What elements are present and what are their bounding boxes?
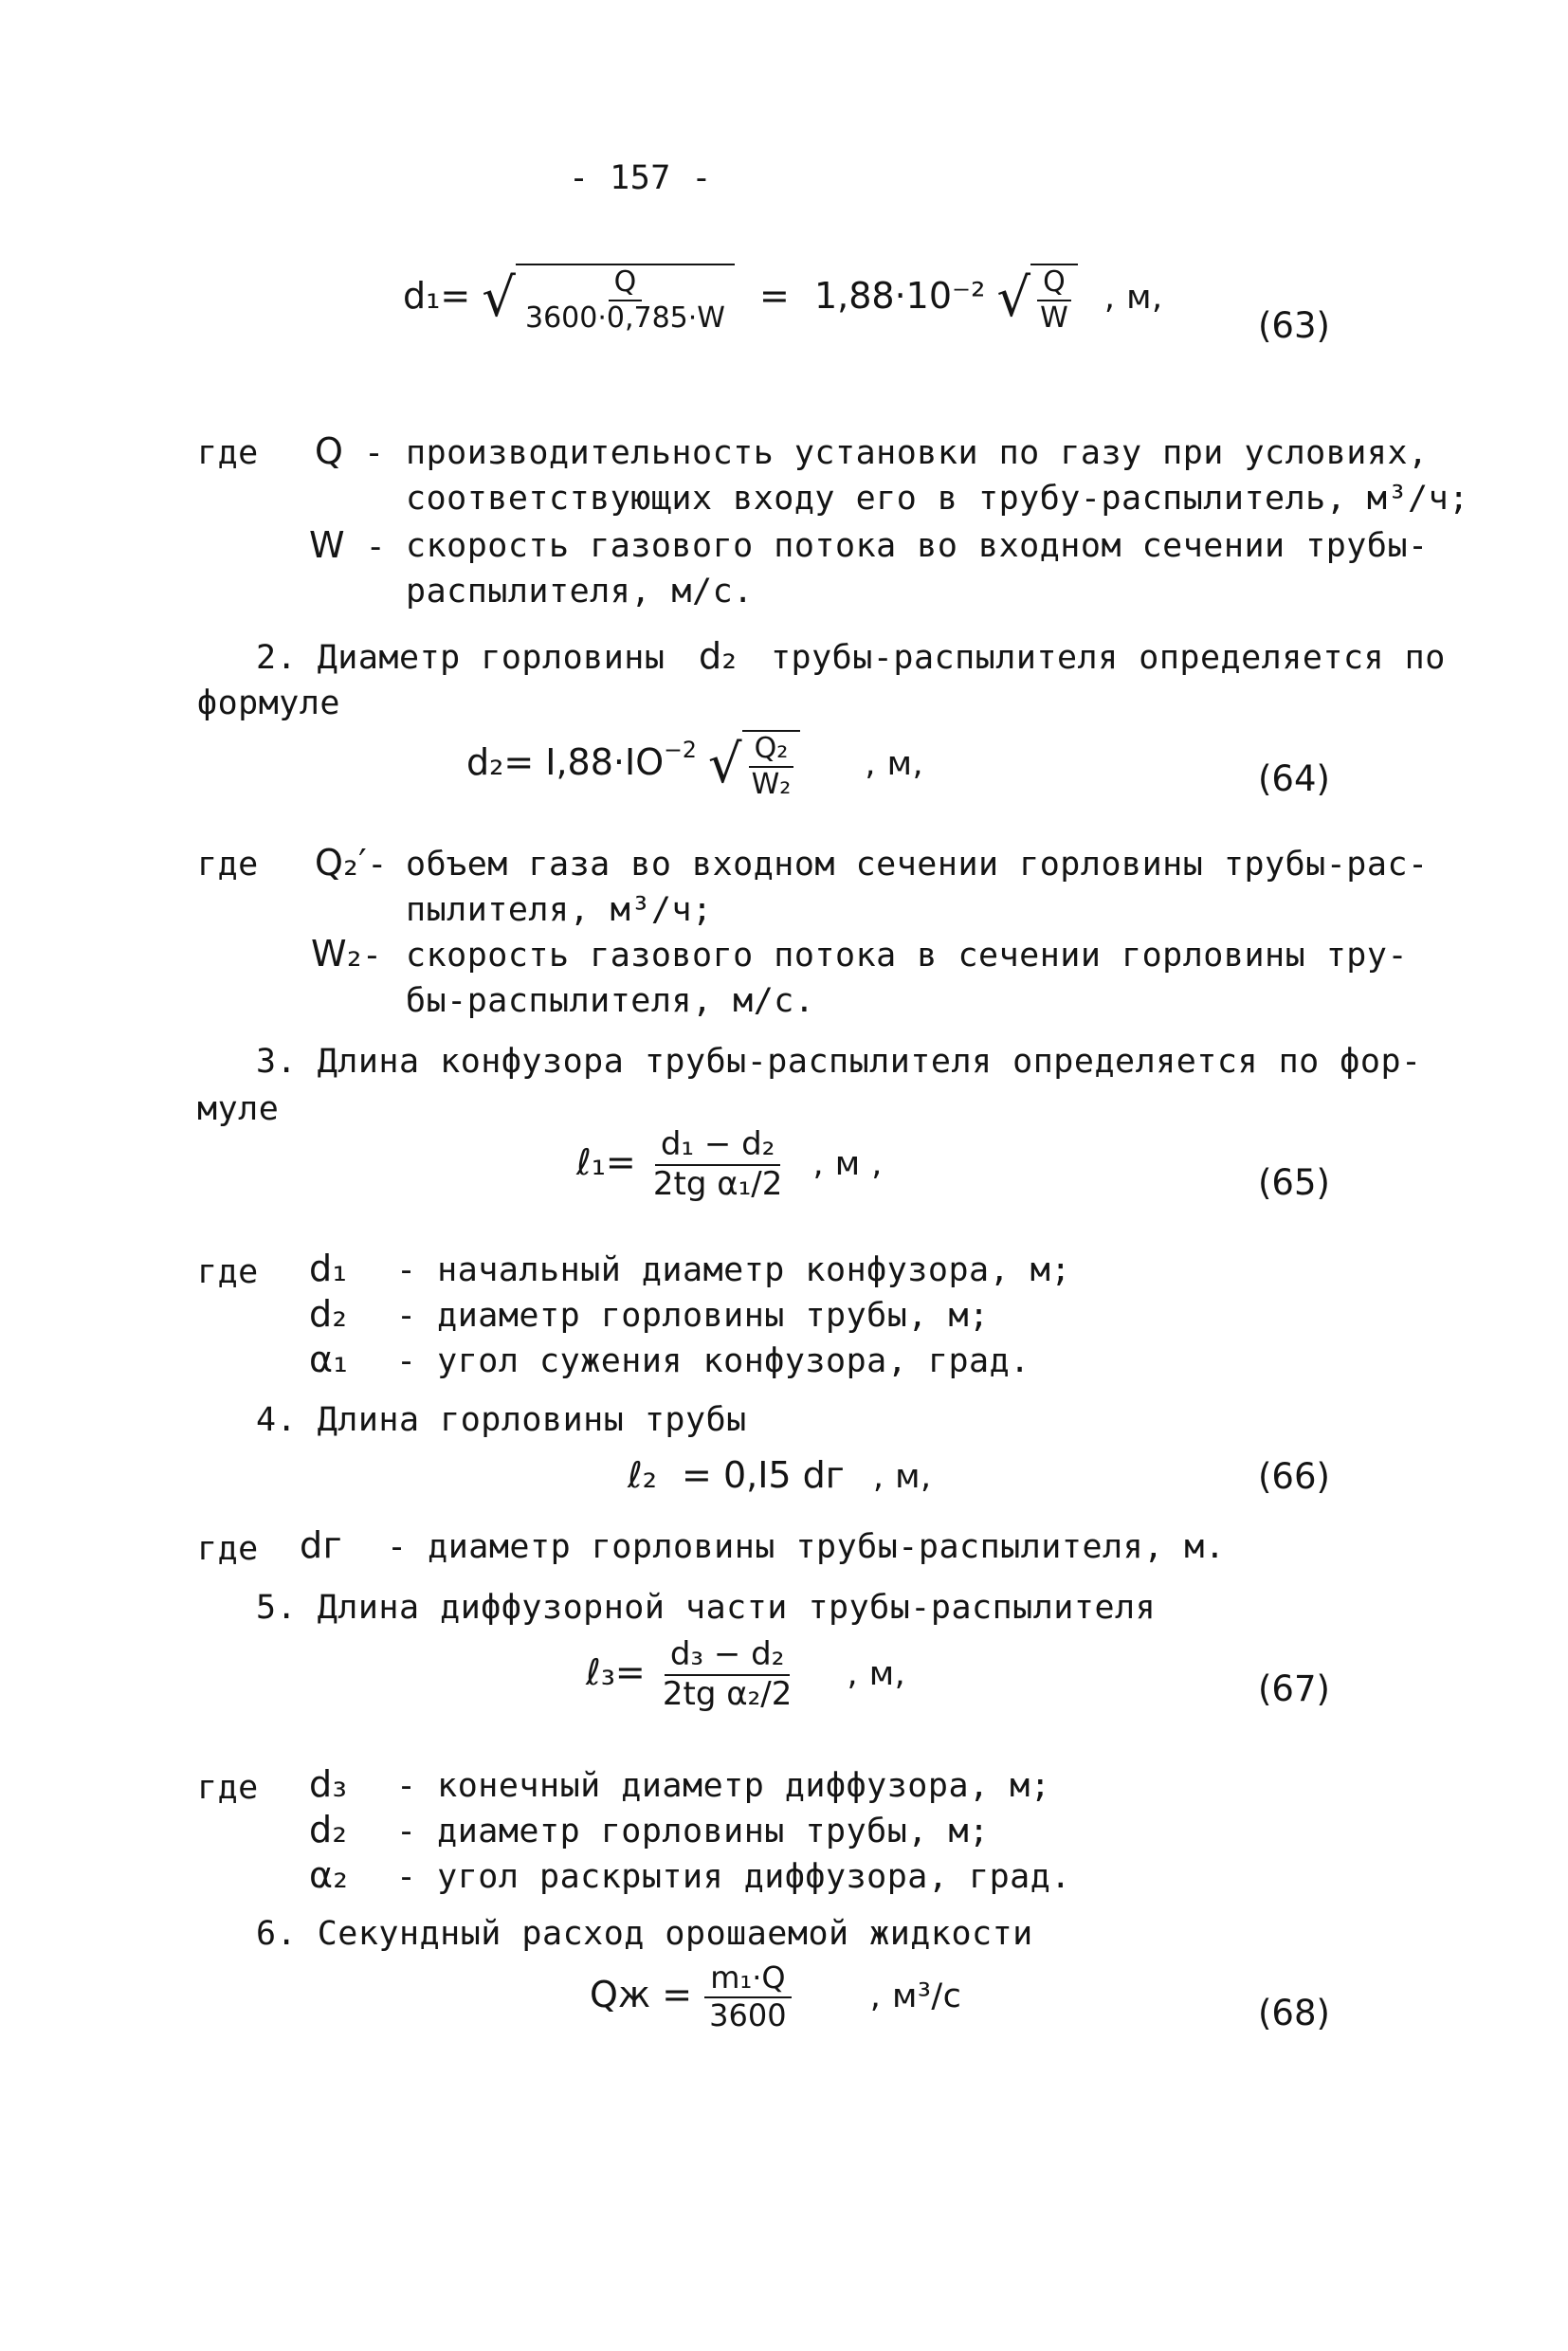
def-text: соответствующих входу его в трубу-распылитель, м³/ч; [406,480,1469,518]
paragraph-2-cont: формуле [197,684,341,722]
where-label: где [197,1769,259,1807]
def-text: распылителя, м/с. [406,573,754,611]
formula-64-denominator: W₂ [751,767,792,801]
def-row: dг - диаметр горловины трубы-распылителя, м. [300,1524,1226,1566]
def-text: бы-распылителя, м/с. [406,982,815,1020]
def-text: производительность установки по газу при условиях, [406,434,1429,472]
formula-63-denominator: 3600·0,785·W [524,301,725,335]
formula-63: d₁= √ $\frac{Q}{3600\cdot 0,785\cdot W}$ = 1,88·10⁻² √ $\frac{Q}{W}$ , м, [403,265,1163,335]
formula-64-exponent: −2 [664,737,697,764]
formula-65-number: (65) [1258,1162,1330,1203]
def-text: скорость газового потока в сечении горловины тру- [406,937,1409,975]
formula-68-unit: , м³/c [869,1977,962,2016]
formula-64-number: (64) [1258,758,1330,799]
formula-68-denominator: 3600 [709,1996,787,2033]
def-text: объем газа во входном сечении горловины трубы-рас- [406,846,1429,884]
where-label: где [197,846,259,884]
formula-64-unit: , м, [865,745,924,783]
formula-67 [586,1635,906,1713]
def-text: пылителя, м³/ч; [406,891,713,929]
formula-63-numerator-2: Q [1037,267,1071,301]
paragraph-2-symbol: d₂ [699,635,738,677]
where-label: где [197,1530,259,1568]
formula-64-lhs: d₂= I,88·IO [466,741,665,783]
formula-63-lhs: d₁= [403,275,471,317]
def-row: d₁ - начальный диаметр конфузора, м; [309,1248,1071,1289]
formula-67-number: (67) [1258,1668,1330,1709]
formula-63-numerator: Q [609,267,643,301]
formula-68-numerator: m₁·Q [704,1962,791,1998]
def-row: α₁ - угол сужения конфузора, град. [309,1339,1030,1380]
def-row: α₂ - угол раскрытия диффузора, град. [309,1854,1071,1896]
formula-66-rhs: = 0,I5 dг [682,1454,845,1496]
formula-66-unit: , м, [872,1458,932,1496]
formula-67-denominator: 2tg α₂/2 [662,1674,793,1713]
def-row: d₂ - диаметр горловины трубы, м; [309,1293,990,1335]
paragraph-3-cont: муле [197,1090,280,1128]
formula-65-lhs: ℓ₁= [576,1141,636,1184]
formula-63-equals: = [759,275,790,317]
paragraph-4: 4. Длина горловины трубы [256,1401,747,1439]
formula-67-unit: , м, [847,1655,906,1694]
formula-65-numerator: d₁ − d₂ [655,1128,781,1166]
def-row: d₂ - диаметр горловины трубы, м; [309,1809,990,1850]
formula-65-unit: , м , [812,1145,883,1184]
def-symbol: W₂- [311,933,383,975]
formula-66-number: (66) [1258,1456,1330,1497]
formula-65-denominator: 2tg α₁/2 [652,1164,783,1203]
where-label: где [197,1253,259,1291]
formula-63-denominator-2: W [1040,301,1068,335]
formula-68-lhs: Qж = [590,1974,693,2016]
formula-68 [590,1959,962,2033]
formula-66-lhs: ℓ₂ [628,1454,657,1496]
paragraph-6: 6. Секундный расход орошаемой жидкости [256,1915,1033,1953]
formula-63-coefficient: 1,88·10⁻² [813,275,986,317]
formula-64-numerator: Q₂ [749,734,794,768]
paragraph-3: 3. Длина конфузора трубы-распылителя определяется по фор- [256,1043,1422,1081]
formula-68-number: (68) [1258,1993,1330,2033]
formula-63-unit: , м, [1103,279,1163,317]
formula-67-lhs: ℓ₃= [586,1651,646,1694]
formula-67-numerator: d₃ − d₂ [665,1638,791,1676]
def-symbol: Q - [315,430,385,472]
formula-63-number: (63) [1258,305,1330,346]
def-text: скорость газового потока во входном сечении трубы- [406,527,1429,565]
def-symbol: W - [309,524,387,566]
where-label: где [197,434,259,472]
def-symbol: Q₂′- [315,842,388,884]
formula-66 [628,1454,932,1496]
paragraph-5: 5. Длина диффузорной части трубы-распылителя [256,1589,1157,1627]
formula-65 [576,1125,883,1203]
page-number: - 157 - [569,159,713,197]
def-row: d₃ - конечный диаметр диффузора, м; [309,1763,1051,1805]
formula-64: $d_2= I,88\cdot IO^{-2}$ √ $\frac{\text{Q₂}}{\text{W₂}}$ , м, [466,732,924,801]
paragraph-2: 2. Диаметр горловины d₂ трубы-распылителя определяется по [256,635,1446,677]
